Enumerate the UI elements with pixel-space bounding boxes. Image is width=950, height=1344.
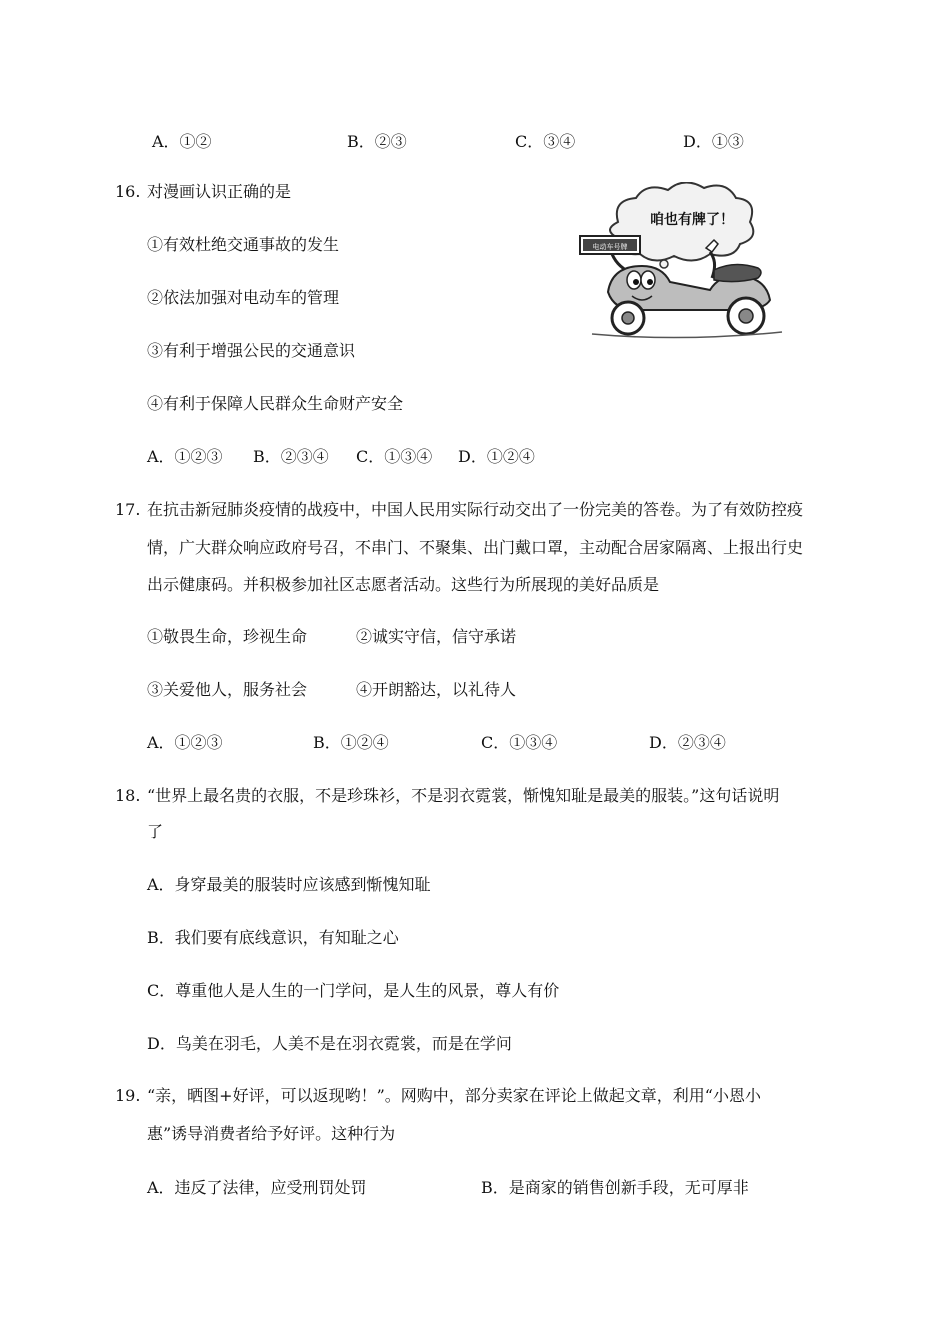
q15-option-b: B．②③	[347, 132, 407, 151]
q19-stem-line-1: “亲，晒图+好评，可以返现哟！”。网购中，部分卖家在评论上做起文章，利用“小恩小	[147, 1086, 761, 1105]
q17-item-1: ①敬畏生命，珍视生命	[147, 627, 308, 646]
scooter-cartoon-image	[578, 182, 788, 342]
q17-item-4: ④开朗豁达，以礼待人	[356, 680, 517, 699]
q15-option-c: C．③④	[515, 132, 576, 151]
q15-option-d: D．①③	[683, 132, 744, 151]
q16-item-4: ④有利于保障人民群众生命财产安全	[147, 394, 404, 413]
q17-item-2: ②诚实守信，信守承诺	[356, 627, 517, 646]
q19-option-a: A．违反了法律，应受刑罚处罚	[147, 1178, 367, 1197]
q18-stem-line-1: “世界上最名贵的衣服，不是珍珠衫，不是羽衣霓裳，惭愧知耻是最美的服装。”这句话说明	[147, 786, 780, 805]
cartoon-plate-text: 电动车号牌	[592, 243, 628, 251]
q18-stem-line-2: 了	[147, 822, 164, 841]
q16-item-1: ①有效杜绝交通事故的发生	[147, 235, 340, 254]
q16-item-3: ③有利于增强公民的交通意识	[147, 341, 356, 360]
q16-item-2: ②依法加强对电动车的管理	[147, 288, 340, 307]
q16-option-d: D．①②④	[458, 447, 535, 466]
q16-option-b: B．②③④	[253, 447, 329, 466]
q18-option-a: A．身穿最美的服装时应该感到惭愧知耻	[147, 875, 431, 894]
q17-option-b: B．①②④	[313, 733, 389, 752]
q17-stem-line-3: 出示健康码。并积极参加社区志愿者活动。这些行为所展现的美好品质是	[147, 575, 660, 594]
q17-number: 17.	[115, 500, 141, 519]
q17-option-c: C．①③④	[481, 733, 558, 752]
q15-option-a: A．①②	[152, 132, 212, 151]
q17-option-a: A．①②③	[147, 733, 223, 752]
q16-number: 16.	[115, 182, 141, 201]
q17-stem-line-1: 在抗击新冠肺炎疫情的战疫中，中国人民用实际行动交出了一份完美的答卷。为了有效防控疫	[147, 500, 804, 519]
q16-option-a: A．①②③	[147, 447, 223, 466]
q18-number: 18.	[115, 786, 141, 805]
q17-option-d: D．②③④	[649, 733, 726, 752]
q19-option-b: B．是商家的销售创新手段，无可厚非	[481, 1178, 749, 1197]
q19-number: 19.	[115, 1086, 141, 1105]
q16-stem: 对漫画认识正确的是	[147, 182, 292, 201]
cartoon-speech-text: 咱也有牌了！	[650, 212, 734, 228]
q18-option-d: D．鸟美在羽毛，人美不是在羽衣霓裳，而是在学问	[147, 1034, 512, 1053]
q17-stem-line-2: 情，广大群众响应政府号召，不串门、不聚集、出门戴口罩，主动配合居家隔离、上报出行史	[147, 538, 804, 557]
q18-option-c: C．尊重他人是人生的一门学问，是人生的风景，尊人有价	[147, 981, 560, 1000]
q18-option-b: B．我们要有底线意识，有知耻之心	[147, 928, 399, 947]
q19-stem-line-2: 惠”诱导消费者给予好评。这种行为	[147, 1124, 396, 1143]
q16-option-c: C．①③④	[356, 447, 433, 466]
q17-item-3: ③关爱他人，服务社会	[147, 680, 308, 699]
